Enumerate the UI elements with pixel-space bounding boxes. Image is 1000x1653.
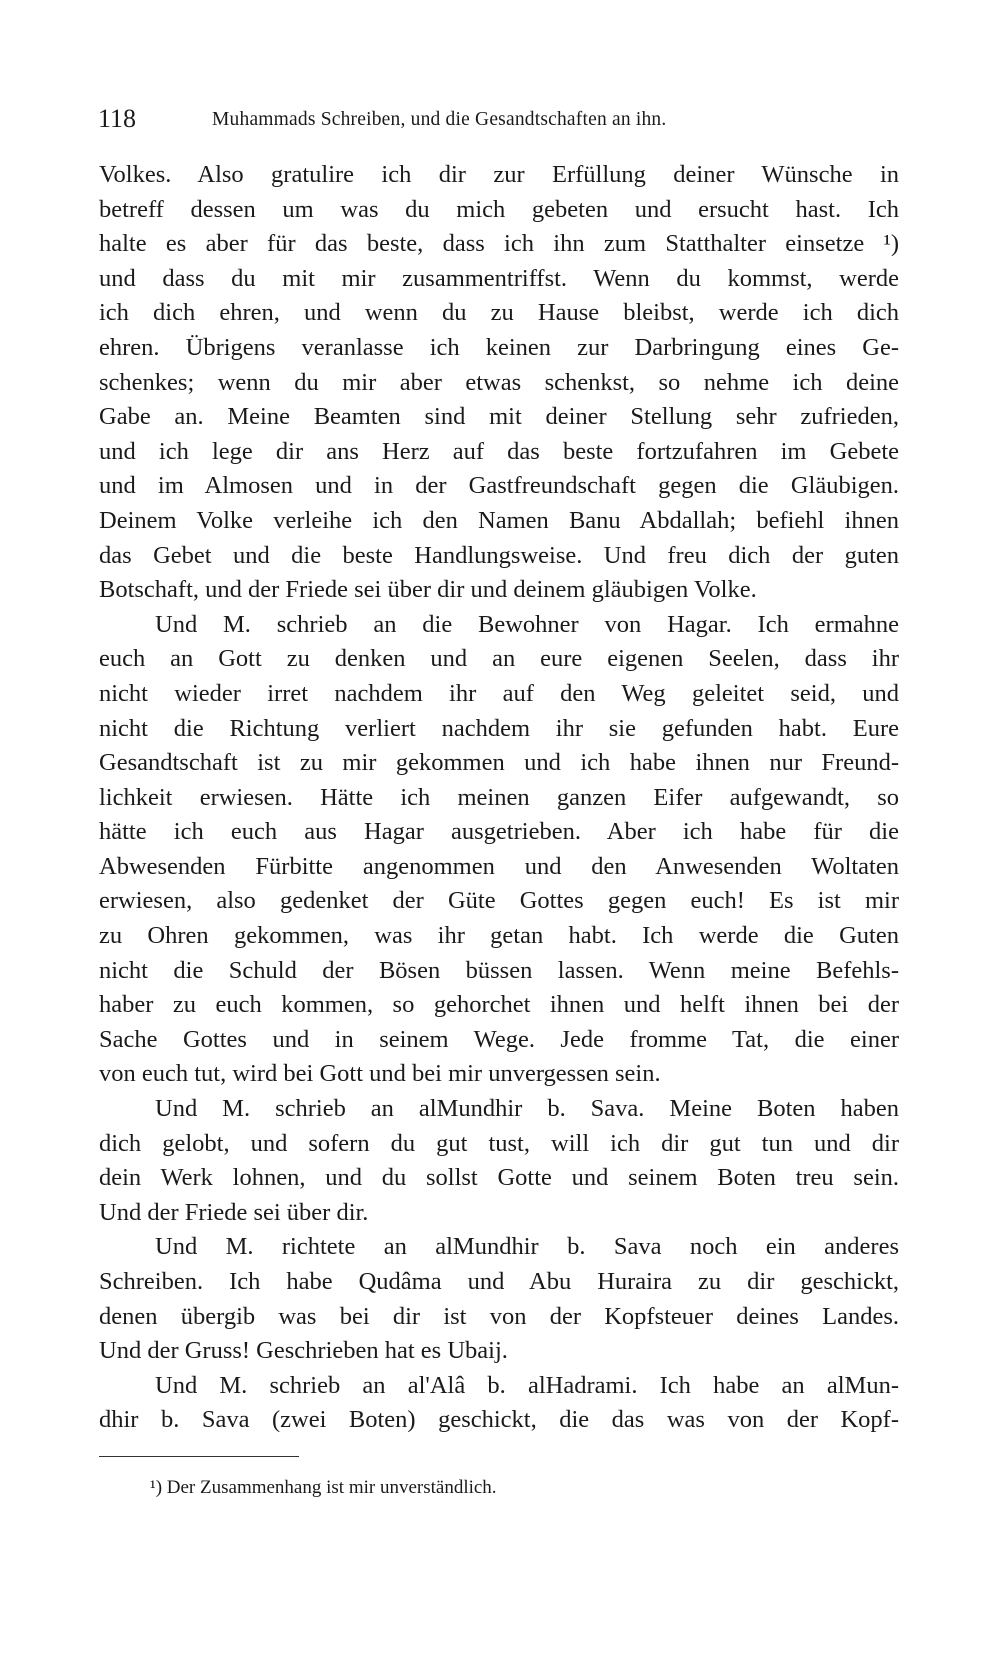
text-line: Sache Gottes und in seinem Wege. Jede fromme Tat, die einer: [99, 1025, 899, 1053]
text-line: und im Almosen und in der Gastfreundschaft gegen die Gläubigen.: [99, 472, 899, 500]
text-line: und ich lege dir ans Herz auf das beste fortzufahren im Gebete: [99, 437, 899, 465]
text-line: von euch tut, wird bei Gott und bei mir unvergessen sein.: [99, 1060, 661, 1088]
text-line: Gabe an. Meine Beamten sind mit deiner Stellung sehr zufrieden,: [99, 403, 899, 431]
text-line: Gesandtschaft ist zu mir gekommen und ich habe ihnen nur Freund-: [99, 749, 899, 777]
body-text: [99, 158, 899, 1438]
text-line: schenkes; wenn du mir aber etwas schenkst, so nehme ich deine: [99, 368, 899, 396]
page-number: 118: [98, 104, 137, 133]
text-line: euch an Gott zu denken und an eure eigenen Seelen, dass ihr: [99, 645, 899, 673]
page-header: [98, 104, 898, 134]
text-line: hätte ich euch aus Hagar ausgetrieben. Aber ich habe für die: [99, 818, 899, 846]
running-title: Muhammads Schreiben, und die Gesandtschaften an ihn.: [212, 109, 667, 130]
text-line: Und der Gruss! Geschrieben hat es Ubaij.: [99, 1337, 508, 1365]
text-line: Botschaft, und der Friede sei über dir und deinem gläubigen Volke.: [99, 576, 757, 604]
text-line: zu Ohren gekommen, was ihr getan habt. Ich werde die Guten: [99, 922, 899, 950]
text-line: das Gebet und die beste Handlungsweise. Und freu dich der guten: [99, 541, 899, 569]
text-line: denen übergib was bei dir ist von der Kopfsteuer deines Landes.: [99, 1302, 899, 1330]
text-line: erwiesen, also gedenket der Güte Gottes gegen euch! Es ist mir: [99, 887, 899, 915]
text-line: ehren. Übrigens veranlasse ich keinen zur Darbringung eines Ge-: [99, 333, 899, 361]
text-line: Und M. schrieb an die Bewohner von Hagar. Ich ermahne: [155, 610, 899, 638]
text-line: Deinem Volke verleihe ich den Namen Banu Abdallah; befiehl ihnen: [99, 506, 899, 534]
text-line: Und M. schrieb an alMundhir b. Sava. Meine Boten haben: [155, 1095, 899, 1123]
text-line: Abwesenden Fürbitte angenommen und den Anwesenden Woltaten: [99, 852, 899, 880]
text-line: Und M. schrieb an al'Alâ b. alHadrami. Ich habe an alMun-: [155, 1371, 899, 1399]
footnote-divider: [99, 1456, 299, 1457]
text-line: Volkes. Also gratulire ich dir zur Erfüllung deiner Wünsche in: [99, 161, 899, 188]
text-line: ich dich ehren, und wenn du zu Hause bleibst, werde ich dich: [99, 299, 899, 327]
text-line: Schreiben. Ich habe Qudâma und Abu Huraira zu dir geschickt,: [99, 1268, 899, 1295]
text-line: nicht wieder irret nachdem ihr auf den Weg geleitet seid, und: [99, 679, 899, 707]
text-line: dich gelobt, und sofern du gut tust, will ich dir gut tun und dir: [99, 1129, 899, 1157]
text-line: nicht die Schuld der Bösen büssen lassen. Wenn meine Befehls-: [99, 956, 899, 984]
text-line: halte es aber für das beste, dass ich ihn zum Statthalter einsetze ¹): [99, 230, 899, 258]
text-line: haber zu euch kommen, so gehorchet ihnen und helft ihnen bei der: [99, 991, 899, 1019]
text-line: Und der Friede sei über dir.: [99, 1198, 369, 1226]
text-line: lichkeit erwiesen. Hätte ich meinen ganzen Eifer aufgewandt, so: [99, 783, 899, 811]
text-line: und dass du mit mir zusammentriffst. Wenn du kommst, werde: [99, 264, 899, 292]
footnote: ¹) Der Zusammenhang ist mir unverständlich.: [150, 1477, 497, 1498]
text-line: Und M. richtete an alMundhir b. Sava noch ein anderes: [155, 1233, 899, 1261]
text-line: betreff dessen um was du mich gebeten und ersucht hast. Ich: [99, 195, 899, 223]
text-line: nicht die Richtung verliert nachdem ihr sie gefunden habt. Eure: [99, 714, 899, 742]
text-line: dein Werk lohnen, und du sollst Gotte und seinem Boten treu sein.: [99, 1164, 899, 1192]
text-line: dhir b. Sava (zwei Boten) geschickt, die das was von der Kopf-: [99, 1406, 899, 1434]
